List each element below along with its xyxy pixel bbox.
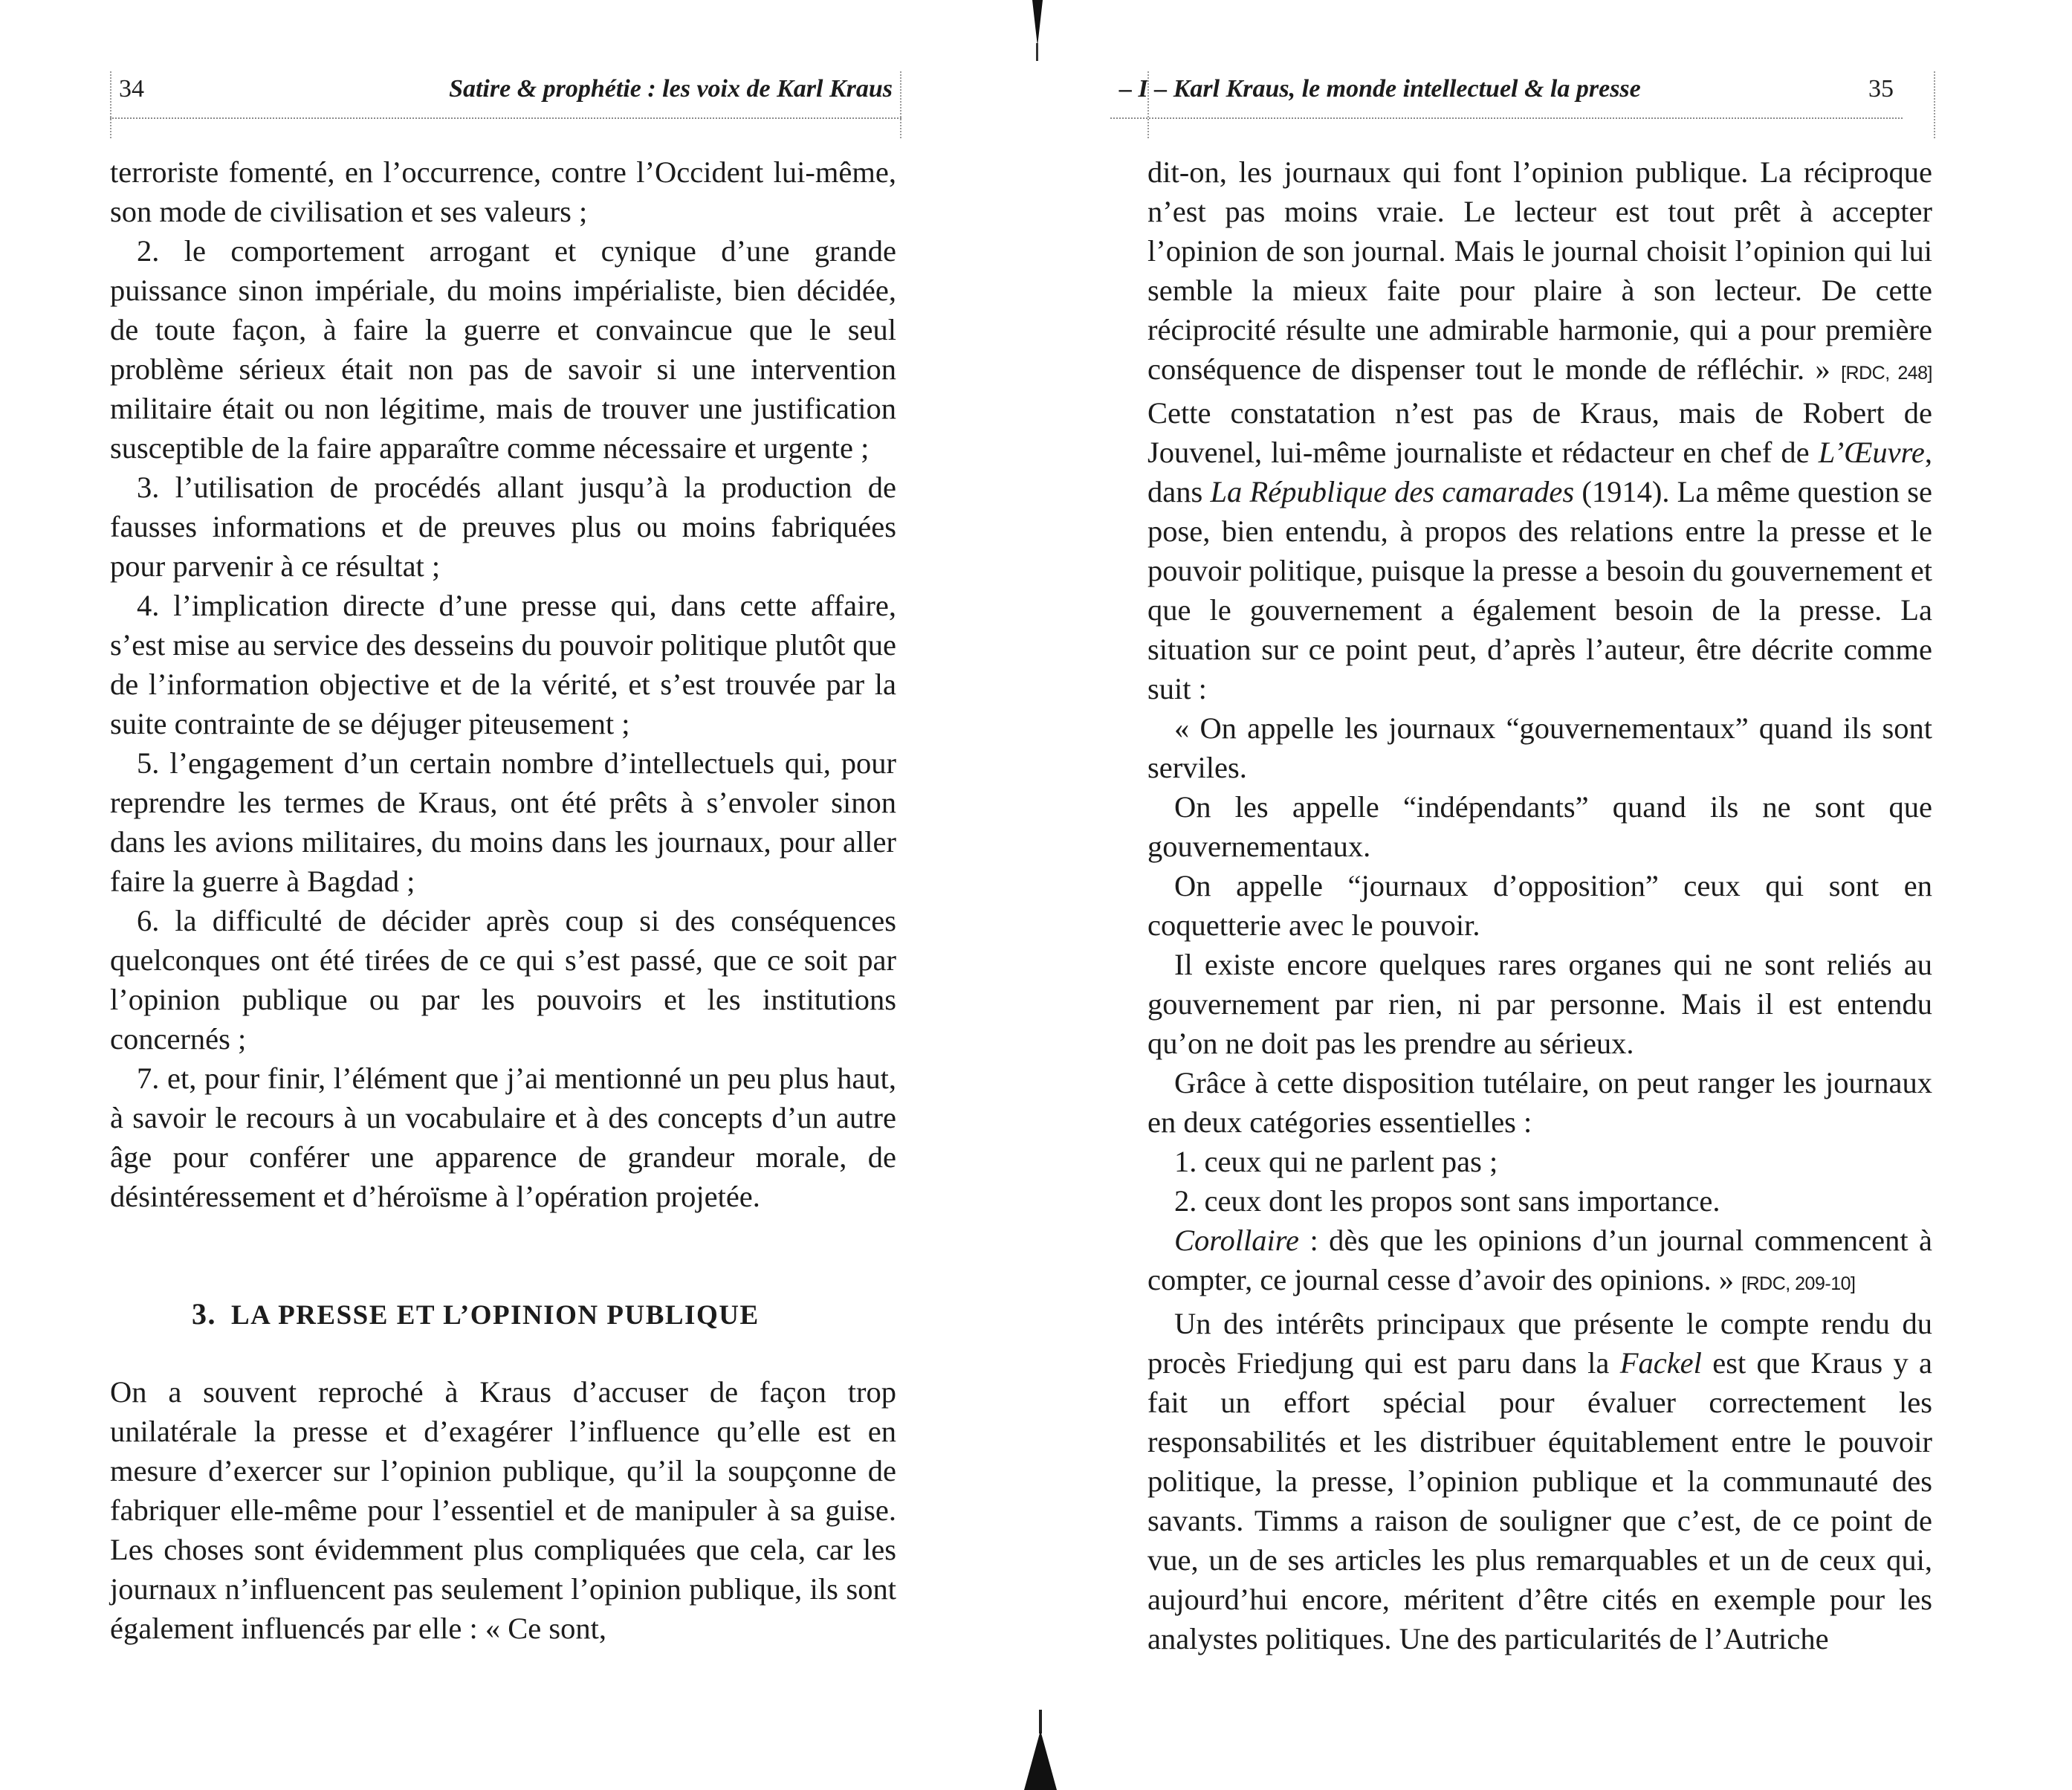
list-item-3: 3. l’utilisation de procédés allant jusqu’à la production de fausses informations et de preuves plus ou moins fabriquées pour parvenir à ce résultat ; bbox=[110, 471, 896, 583]
section-title: LA PRESSE ET L’OPINION PUBLIQUE bbox=[231, 1300, 760, 1331]
section-number: 3. bbox=[192, 1297, 216, 1331]
left-text-block bbox=[110, 152, 896, 1648]
corollary-paragraph bbox=[1147, 1221, 1932, 1304]
right-crop-mark-right bbox=[1934, 71, 1935, 138]
corollary-text: : dès que les opinions d’un journal commencent à compter, ce journal cesse d’avoir des opinions. » bbox=[1147, 1224, 1932, 1296]
quote-continuation: dit-on, les journaux qui font l’opinion publique. La réciproque n’est pas moins vraie. Le lecteur est tout prêt à accepter l’opinion de son journal. Mais le journal choisit l’opinion qui lui semble la mieux faite pour plaire à son lecteur. De cette réciprocité résulte une admirable harmonie, qui a pour première conséquence de dispenser tout le monde de réfléchir. » bbox=[1147, 155, 1932, 386]
list-item-4: 4. l’implication directe d’une presse qui, dans cette affaire, s’est mise au service des desseins du pouvoir politique plutôt que de l’information objective et de la vérité, et s’est trouvée par la suite contrainte de se déjuger piteusement ; bbox=[110, 589, 896, 740]
right-last-paragraph bbox=[1147, 1304, 1932, 1658]
list-item-5: 5. l’engagement d’un certain nombre d’intellectuels qui, pour reprendre les termes de Kraus, ont été prêts à s’envoler sinon dans les avions militaires, du moins dans les journaux, pour aller faire la guerre à Bagdad ; bbox=[110, 746, 896, 898]
left-page-number: 34 bbox=[119, 75, 144, 103]
attribution-rest: (1914). La même question se pose, bien entendu, à propos des relations entre la presse et le pouvoir politique, puisque la presse a besoin du gouvernement et que le gouvernement a également besoin de la presse. La situation sur ce point peut, d’après l’auteur, être décrite comme suit : bbox=[1147, 475, 1933, 705]
right-crop-mark-left bbox=[1147, 71, 1149, 138]
left-crop-mark-left bbox=[110, 71, 111, 138]
work-title-oeuvre: L’Œuvre bbox=[1818, 436, 1925, 469]
attribution-text: Cette constatation n’est pas de Kraus, mais de Robert de Jouvenel, lui-même journaliste et rédacteur en chef de bbox=[1147, 396, 1932, 469]
right-running-head bbox=[1110, 71, 1903, 116]
citation-ref: [RDC, 248] bbox=[1841, 363, 1932, 384]
right-page-number: 35 bbox=[1868, 75, 1894, 103]
quote-paragraph-2: On les appelle “indépendants” quand ils ne sont que gouvernementaux. bbox=[1147, 790, 1932, 863]
list-item-2: 2. le comportement arrogant et cynique d’une grande puissance sinon impériale, du moins impérialiste, bien décidée, de toute façon, à faire la guerre et convaincue que le seul problème sérieux était non pas de savoir si une intervention militaire était ou non légitime, mais de trouver une justification susceptible de la faire apparaître comme nécessaire et urgente ; bbox=[110, 234, 896, 465]
right-page bbox=[1036, 0, 2072, 1790]
gutter-bottom-ornament bbox=[1024, 1731, 1057, 1790]
left-paragraph-continuation: terroriste fomenté, en l’occurrence, contre l’Occident lui-même, son mode de civilisation et ses valeurs ; bbox=[110, 155, 896, 228]
quote-list-item-2: 2. ceux dont les propos sont sans importance. bbox=[1174, 1184, 1720, 1218]
right-text-block bbox=[1147, 152, 1932, 1658]
corollary-label: Corollaire bbox=[1174, 1224, 1300, 1257]
section-heading bbox=[110, 1294, 896, 1335]
last-text-b: est que Kraus y a fait un effort spécial pour évaluer correctement les responsabilités et les distribuer équitablement entre le pouvoir politique, la presse, l’opinion publique et la communauté des savants. Timms a raison de souligner que c’est, de ce point de vue, un de ses articles les plus remarquables et un de ceux qui, aujourd’hui encore, méritent d’être cités en exemple pour les analystes politiques. Une des particularités de l’Autriche bbox=[1147, 1346, 1933, 1655]
right-paragraph-1 bbox=[1147, 152, 1932, 708]
left-header-rule bbox=[110, 117, 901, 119]
last-text-a: Un des intérêts principaux que présente le compte rendu du procès Friedjung qui est paru dans la bbox=[1147, 1307, 1932, 1380]
corollary-ref: [RDC, 209-10] bbox=[1741, 1273, 1856, 1294]
work-title-republique: La République des camarades bbox=[1210, 475, 1575, 508]
left-running-head bbox=[110, 71, 901, 116]
gutter-top-ornament-tail bbox=[1036, 43, 1038, 61]
right-header-rule bbox=[1110, 117, 1903, 119]
quote-paragraph-5: Grâce à cette disposition tutélaire, on peut ranger les journaux en deux catégories essentielles : bbox=[1147, 1066, 1932, 1139]
left-running-title: Satire & prophétie : les voix de Karl Kraus bbox=[449, 75, 893, 103]
work-title-fackel: Fackel bbox=[1619, 1346, 1702, 1380]
gutter-top-ornament bbox=[1032, 0, 1043, 46]
list-item-7: 7. et, pour finir, l’élément que j’ai mentionné un peu plus haut, à savoir le recours à un vocabulaire et à des concepts d’un autre âge pour conférer une apparence de grandeur morale, de désintéressement et d’héroïsme à l’opération projetée. bbox=[110, 1062, 896, 1213]
quote-paragraph-1: « On appelle les journaux “gouvernementaux” quand ils sont serviles. bbox=[1147, 711, 1932, 784]
quote-paragraph-4: Il existe encore quelques rares organes qui ne sont reliés au gouvernement par rien, ni par personne. Mais il est entendu qu’on ne doit pas les prendre au sérieux. bbox=[1147, 948, 1932, 1060]
list-item-6: 6. la difficulté de décider après coup si des conséquences quelconques ont été tirées de ce qui s’est passé, que ce soit par l’opinion publique ou par les pouvoirs et les institutions concernés ; bbox=[110, 904, 896, 1056]
left-crop-mark-right bbox=[900, 71, 901, 138]
section-paragraph: On a souvent reproché à Kraus d’accuser de façon trop unilatérale la presse et d’exagérer l’influence qu’elle est en mesure d’exercer sur l’opinion publique, qu’il la soupçonne de fabriquer elle-même pour l’essentiel et de manipuler à sa guise. Les choses sont évidemment plus compliquées que cela, car les journaux n’influencent pas seulement l’opinion publique, ils sont également influencés par elle : « Ce sont, bbox=[110, 1375, 896, 1645]
attribution-joiner: , dans bbox=[1147, 436, 1933, 508]
quote-paragraph-3: On appelle “journaux d’opposition” ceux qui sont en coquetterie avec le pouvoir. bbox=[1147, 869, 1932, 942]
right-running-title: – I – Karl Kraus, le monde intellectuel & la presse bbox=[1119, 75, 1641, 103]
quote-list-item-1: 1. ceux qui ne parlent pas ; bbox=[1174, 1145, 1498, 1178]
